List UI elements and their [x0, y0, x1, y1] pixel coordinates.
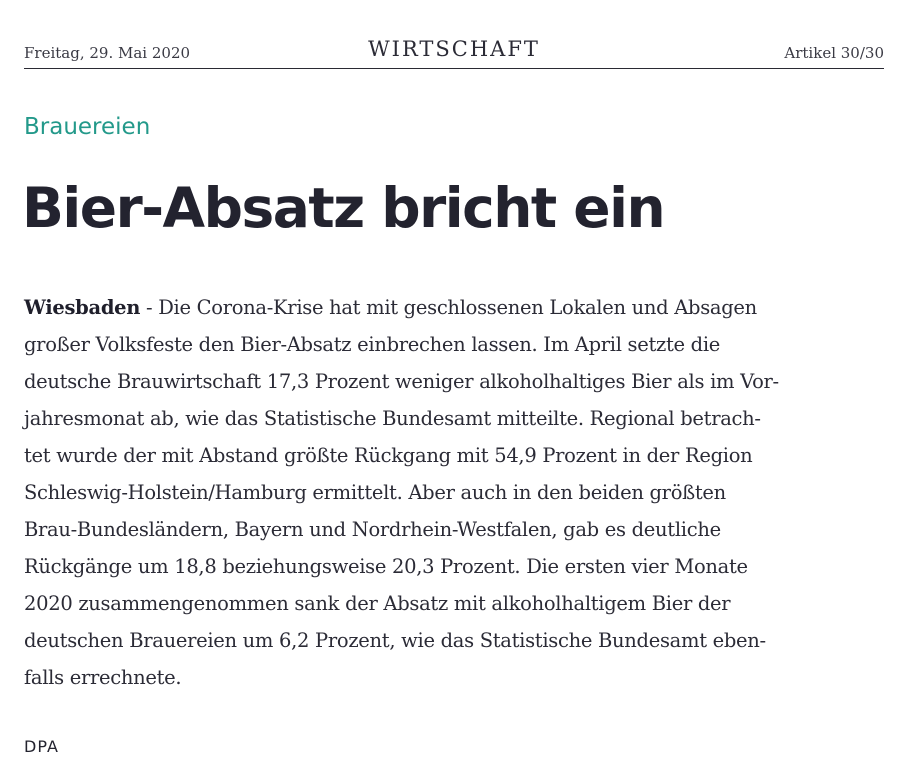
body-line: [24, 289, 884, 326]
body-line: jahresmonat ab, wie das Statistische Bundesamt mitteilte. Regional betrach-: [24, 407, 761, 430]
article-counter: Artikel 30/30: [784, 44, 884, 62]
body-line: falls errechnete.: [24, 666, 182, 689]
dateline: Wiesbaden: [24, 296, 141, 319]
body-line: deutsche Brauwirtschaft 17,3 Prozent weniger alkoholhaltiges Bier als im Vor-: [24, 370, 779, 393]
page-header: [24, 30, 884, 69]
body-line: großer Volksfeste den Bier-Absatz einbrechen lassen. Im April setzte die: [24, 333, 721, 356]
section-title: WIRTSCHAFT: [368, 37, 540, 61]
body-line: Rückgänge um 18,8 beziehungsweise 20,3 Prozent. Die ersten vier Monate: [24, 555, 748, 578]
body-line: tet wurde der mit Abstand größte Rückgang mit 54,9 Prozent in der Region: [24, 444, 753, 467]
body-line: Brau-Bundesländern, Bayern und Nordrhein-Westfalen, gab es deutliche: [24, 518, 721, 541]
body-line: 2020 zusammengenommen sank der Absatz mit alkoholhaltigem Bier der: [24, 592, 731, 615]
body-line-text: - Die Corona-Krise hat mit geschlossenen Lokalen und Absagen: [140, 296, 757, 319]
article-body: [24, 289, 884, 696]
article-headline: Bier-Absatz bricht ein: [22, 176, 665, 240]
article-kicker: Brauereien: [24, 114, 151, 140]
issue-date: Freitag, 29. Mai 2020: [24, 44, 191, 62]
body-line: deutschen Brauereien um 6,2 Prozent, wie das Statistische Bundesamt eben-: [24, 629, 766, 652]
body-line: Schleswig-Holstein/Hamburg ermittelt. Aber auch in den beiden größten: [24, 481, 726, 504]
article-byline: DPA: [24, 737, 59, 756]
